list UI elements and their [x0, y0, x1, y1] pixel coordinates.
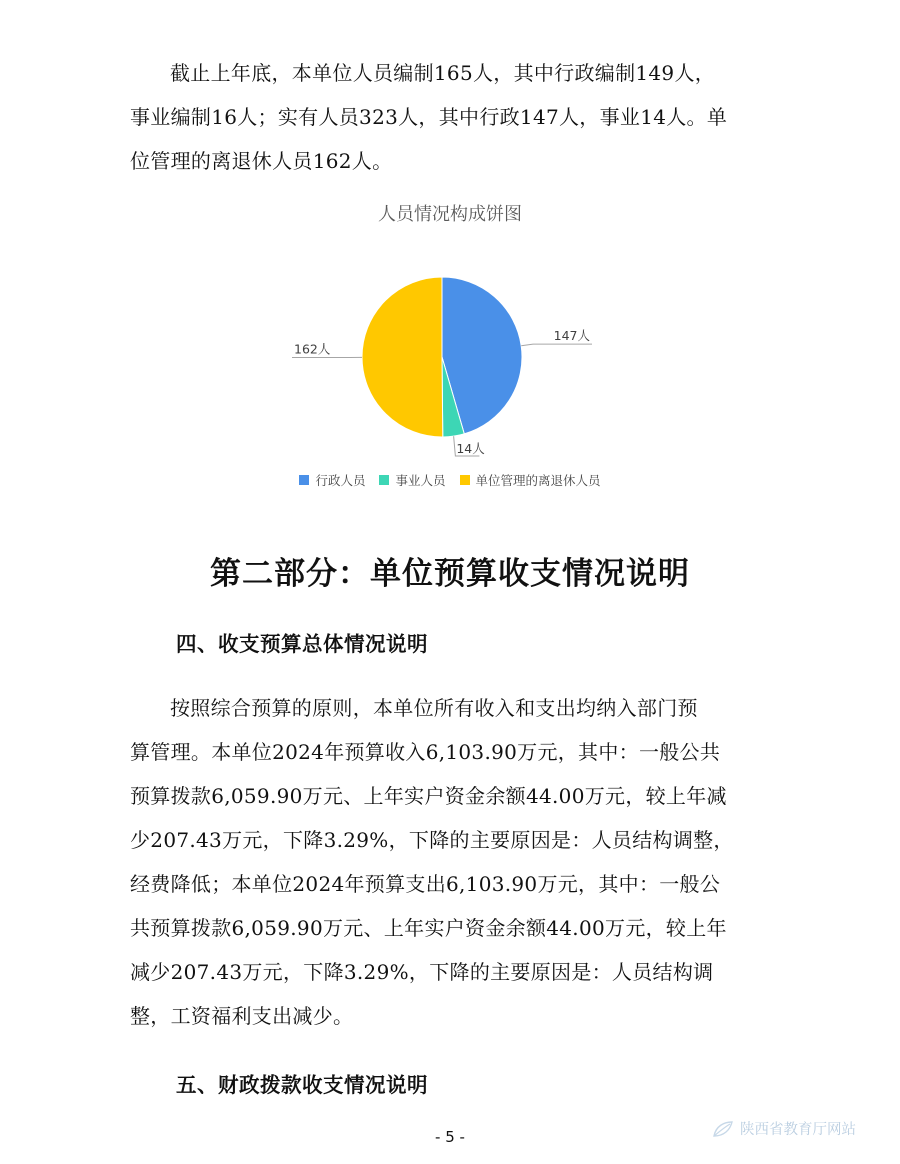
legend-swatch [299, 475, 309, 485]
chart-title: 人员情况构成饼图 [378, 204, 522, 225]
legend-label: 行政人员 [315, 473, 366, 488]
leader-line [521, 344, 592, 346]
budget-overview-paragraph [130, 686, 770, 1038]
paragraph-line: 预算拨款6,059.90万元、上年实户资金余额44.00万元，较上年减 [130, 784, 727, 808]
section-heading: 五、财政拨款收支情况说明 [176, 1073, 428, 1097]
personnel-paragraph [130, 51, 770, 183]
pie-slice [362, 277, 443, 437]
legend-swatch [379, 475, 389, 485]
paragraph-line: 截止上年底，本单位人员编制165人，其中行政编制149人， [170, 61, 716, 85]
legend-label: 单位管理的离退休人员 [475, 473, 601, 488]
paragraph-line: 算管理。本单位2024年预算收入6,103.90万元，其中：一般公共 [130, 740, 721, 764]
paragraph-line: 共预算拨款6,059.90万元、上年实户资金余额44.00万元，较上年 [130, 916, 727, 940]
paragraph-line: 事业编制16人；实有人员323人，其中行政147人，事业14人。单 [130, 105, 728, 129]
watermark [712, 1118, 856, 1139]
part-title: 第二部分：单位预算收支情况说明 [210, 556, 690, 592]
data-label: 162人 [294, 341, 331, 357]
legend-item [299, 471, 365, 489]
legend-label: 事业人员 [395, 473, 446, 488]
paragraph-line: 少207.43万元，下降3.29%，下降的主要原因是：人员结构调整， [130, 828, 734, 852]
data-label: 14人 [456, 441, 485, 457]
leaf-logo-icon [712, 1120, 734, 1138]
chart-legend [0, 471, 900, 489]
paragraph-line: 整，工资福利支出减少。 [130, 1004, 354, 1028]
legend-item [379, 471, 445, 489]
paragraph-line: 经费降低；本单位2024年预算支出6,103.90万元，其中：一般公 [130, 872, 721, 896]
paragraph-line: 位管理的离退休人员162人。 [130, 149, 393, 173]
paragraph-line: 按照综合预算的原则，本单位所有收入和支出均纳入部门预 [170, 696, 698, 720]
section-heading: 四、收支预算总体情况说明 [176, 632, 428, 656]
legend-item [460, 471, 601, 489]
paragraph-line: 减少207.43万元，下降3.29%，下降的主要原因是：人员结构调 [130, 960, 714, 984]
pie-chart [270, 250, 630, 470]
page-number: - 5 - [435, 1128, 465, 1146]
data-label: 147人 [553, 328, 590, 344]
watermark-text: 陕西省教育厅网站 [740, 1122, 856, 1138]
legend-swatch [460, 475, 470, 485]
